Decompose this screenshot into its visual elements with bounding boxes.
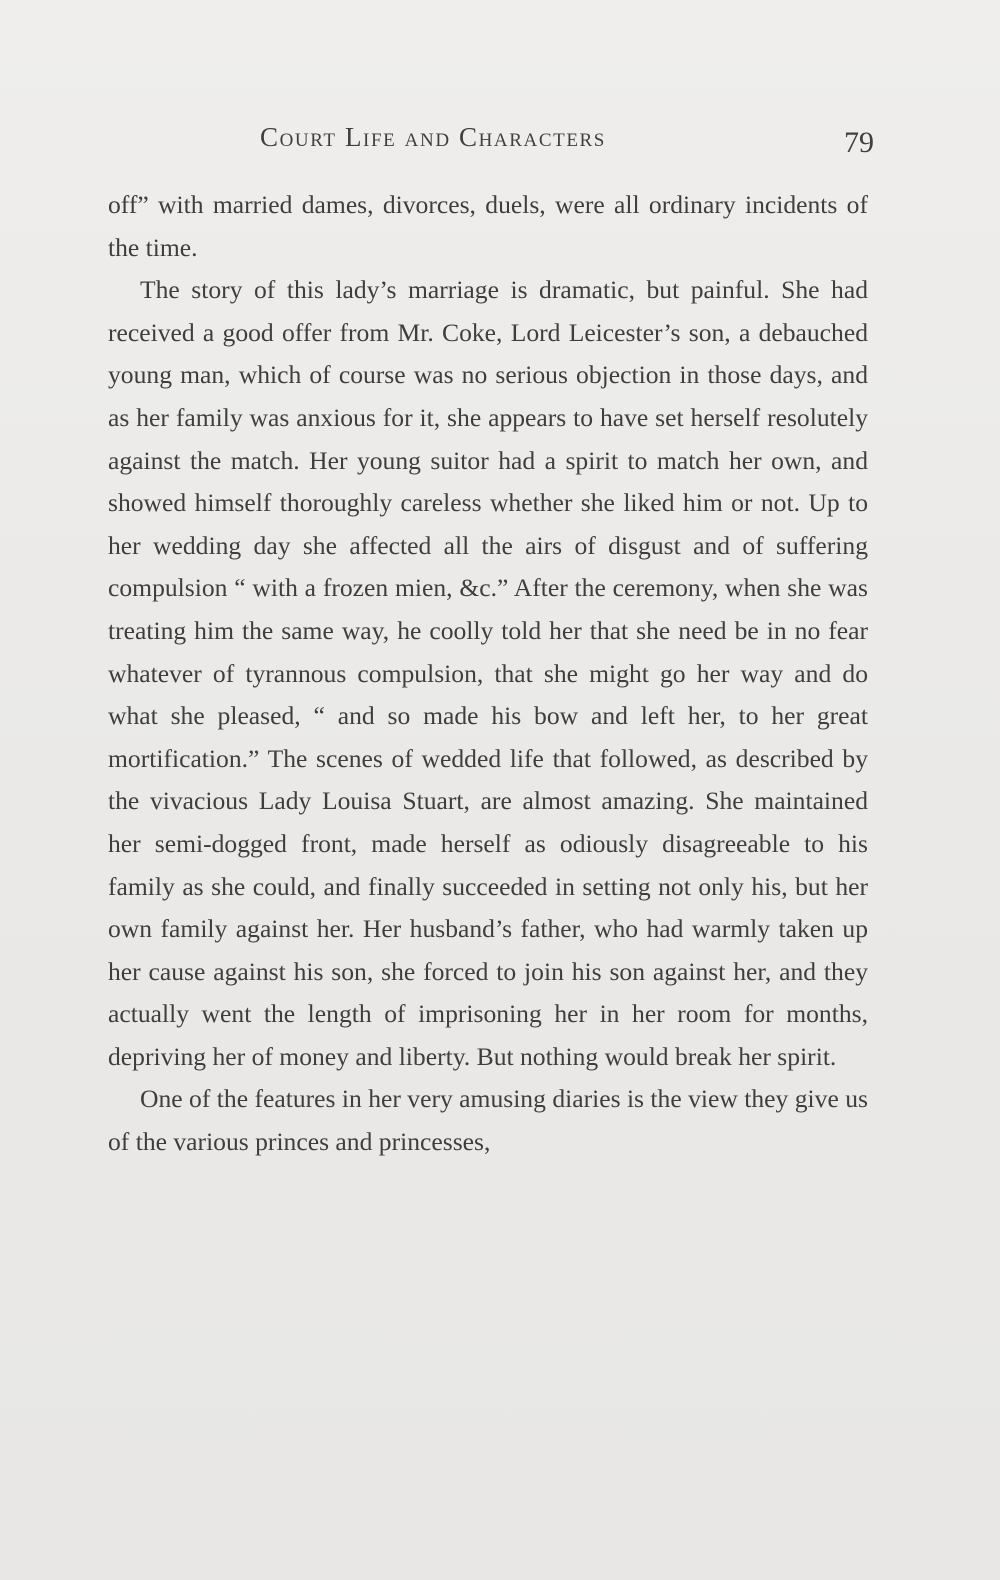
body-text: [108, 184, 868, 1164]
running-head: [108, 122, 874, 172]
running-title: Court Life and Characters: [260, 122, 606, 152]
paragraph-continuation: off” with married dames, divorces, duels, were all ordinary incidents of the time.: [108, 190, 868, 262]
paragraph-diaries: One of the features in her very amusing diaries is the view they give us of the various princes and princesses,: [108, 1084, 868, 1157]
paragraph-marriage-story: The story of this lady’s marriage is dramatic, but painful. She had received a good offer from Mr. Coke, Lord Leicester’s son, a debauched young man, which of course was no serious objection in those days, and as her family was anxious for it, she appears to have set herself resolutely against the match. Her young suitor had a spirit to match her own, and showed himself thoroughly careless whether she liked him or not. Up to her wedding day she affected all the airs of disgust and of suffering compulsion “ with a frozen mien, &c.” After the ceremony, when she was treating him the same way, he coolly told her that she need be in no fear whatever of tyrannous compulsion, that she might go her way and do what she pleased, “ and so made his bow and left her, to her great mortification.” The scenes of wedded life that followed, as described by the vivacious Lady Louisa Stuart, are almost amazing. She maintained her semi-dogged front, made herself as odiously disagreeable to his family as she could, and finally succeeded in setting not only his, but her own family against her. Her husband’s father, who had warmly taken up her cause against his son, she forced to join his son against her, and they actually went the length of imprisoning her in her room for months, depriving her of money and liberty. But nothing would break her spirit.: [108, 275, 868, 1071]
page-number: 79: [844, 126, 874, 159]
